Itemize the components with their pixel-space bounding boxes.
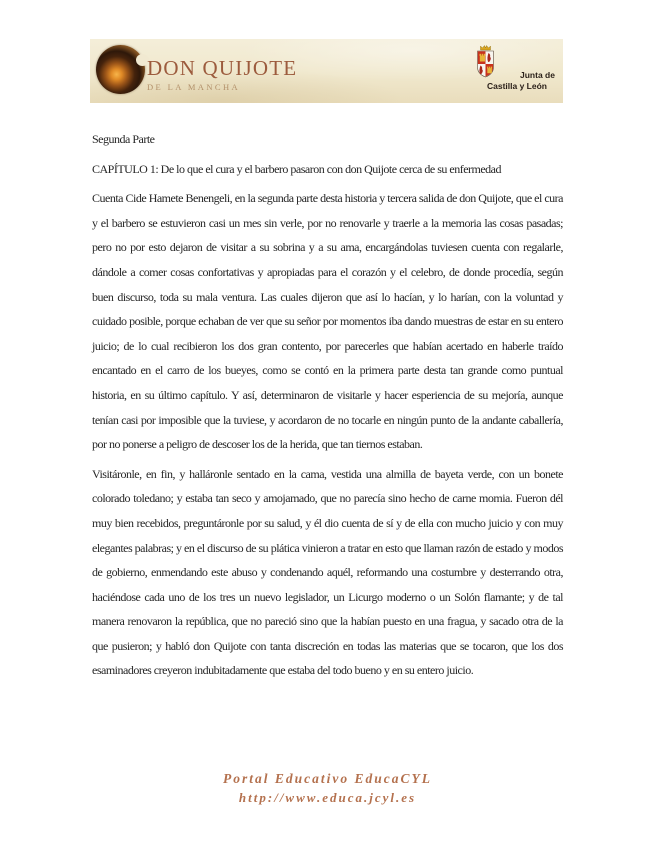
footer-url: http://www.educa.jcyl.es (238, 790, 417, 805)
body-paragraph-1: Cuenta Cide Hamete Benengeli, en la segunda parte desta historia y tercera salida de don Quijote, que el cura y el barbero se estuvieron casi un mes sin verle, por no renovarle y traerle a la memoria las cosas pasadas; pero no por esto dejaron de visitar a su sobrina y a su ama, encargándolas tuviesen cuenta con regalarle, dándole a comer cosas confortativas y apropiadas para el corazón y el celebro, de donde procedía, según buen discurso, toda su mala ventura. Las cuales dijeron que así lo hacían, y lo harían, con la voluntad y cuidado posible, porque echaban de ver que su señor por momentos iba dando muestras de estar en su entero juicio; de lo cual recibieron los dos gran contento, por parecerles que habían acertado en haberle traído encantado en el carro de los bueyes, como se contó en la primera parte desta tan grande como puntual historia, en su último capítulo. Y así, determinaron de visitarle y hacer esperiencia de su mejoría, aunque tenían casi por imposible que la tuviese, y acordaron de no tocarle en ningún punto de la andante caballería, por no ponerse a peligro de descoser los de la herida, que tan tiernos estaban. (92, 191, 563, 452)
document-body (92, 127, 563, 688)
chapter-heading: CAPÍTULO 1: De lo que el cura y el barbero pasaron con don Quijote cerca de su enfermedad (92, 161, 501, 176)
castilla-leon-coat-of-arms-icon (475, 45, 496, 78)
page-footer (0, 769, 655, 807)
banner-subtitle: DE LA MANCHA (147, 82, 241, 92)
footer-portal-text: Portal Educativo EducaCYL (222, 771, 432, 786)
junta-text-line1: Junta de (520, 70, 555, 80)
section-heading: Segunda Parte (92, 132, 155, 146)
body-paragraph-2: Visitáronle, en fin, y halláronle sentado en la cama, vestida una almilla de bayeta verde, con un bonete colorado toledano; y estaba tan seco y amojamado, que no parecía sino hecho de carne momia. Fueron dél muy bien recebidos, preguntáronle por su salud, y él dio cuenta de sí y de ella con mucho juicio y con muy elegantes palabras; y en el discurso de su plática vinieron a tratar en esto que llaman razón de estado y modos de gobierno, enmendando este abuso y condenando aquél, reformando una costumbre y desterrando otra, haciéndose cada uno de los tres un nuevo legislador, un Licurgo moderno o un Solón flamante; y de tal manera renovaron la república, que no pareció sino que la habían puesto en una fragua, y sacado otra de la que pusieron; y habló don Quijote con tanta discreción en todas las materias que se tocaron, que los dos esaminadores creyeron indubitadamente que estaba del todo bueno y en su entero juicio. (92, 466, 563, 678)
junta-logo (475, 43, 561, 99)
header-banner (90, 39, 563, 103)
banner-title-block (147, 56, 297, 92)
banner-title: DON QUIJOTE (147, 56, 298, 80)
junta-text-line2: Castilla y León (487, 81, 547, 91)
don-quijote-seal-icon (96, 45, 145, 94)
